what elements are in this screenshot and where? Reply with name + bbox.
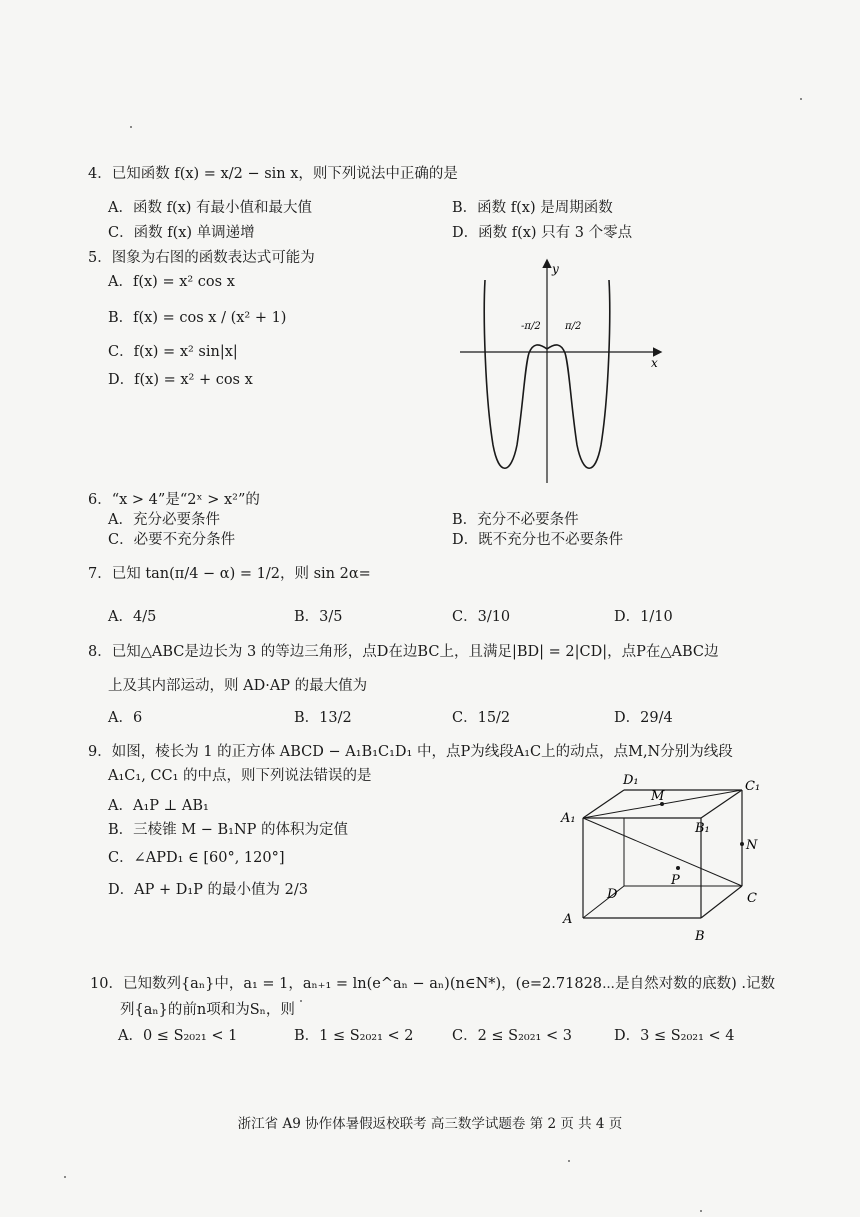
point-p <box>676 866 680 870</box>
question-9-option-d: D．AP + D₁P 的最小值为 2/3 <box>108 882 308 898</box>
question-6-stem: 6．“x > 4”是“2ˣ > x²”的 <box>88 492 260 508</box>
tick-pi-half <box>564 321 581 332</box>
question-7-option-c: C．3/10 <box>452 609 511 625</box>
question-7-option-b: B．3/5 <box>294 609 343 625</box>
question-4-option-c: C．函数 f(x) 单调递增 <box>108 225 255 241</box>
diagonal-a1c <box>583 818 742 886</box>
question-9-option-b: B．三棱锥 M − B₁NP 的体积为定值 <box>108 822 348 838</box>
question-10-option-c: C．2 ≤ S₂₀₂₁ < 3 <box>452 1028 572 1044</box>
label-n: N <box>746 838 758 853</box>
function-graph <box>455 255 670 490</box>
scan-speck <box>130 126 132 128</box>
question-8-option-b: B．13/2 <box>294 710 352 726</box>
question-5-option-a: A．f(x) = x² cos x <box>108 274 235 290</box>
point-n <box>740 842 744 846</box>
question-9-stem-line-2: A₁C₁, CC₁ 的中点，则下列说法错误的是 <box>108 768 372 784</box>
question-9-option-a: A．A₁P ⊥ AB₁ <box>108 798 209 814</box>
question-8-option-d: D．29/4 <box>614 710 673 726</box>
question-5-option-b: B．f(x) = cos x / (x² + 1) <box>108 310 287 326</box>
y-axis-label: y <box>552 262 559 276</box>
question-6-option-c: C．必要不充分条件 <box>108 532 236 548</box>
label-m: M <box>651 789 665 804</box>
question-9-stem-line-1: 9．如图，棱长为 1 的正方体 ABCD − A₁B₁C₁D₁ 中，点P为线段A₁C上的动点，点M,N分别为线段 <box>88 744 733 760</box>
label-a: A <box>563 912 573 927</box>
question-8-stem-line-1: 8．已知△ABC是边长为 3 的等边三角形，点D在边BC上，且满足|BD| = 2|CD|，点P在△ABC边 <box>88 644 719 660</box>
x-axis-label: x <box>651 356 658 370</box>
question-4-option-a: A．函数 f(x) 有最小值和最大值 <box>108 200 313 216</box>
question-4-stem: 4．已知函数 f(x) = x/2 − sin x，则下列说法中正确的是 <box>88 166 458 182</box>
question-7-option-a: A．4/5 <box>108 609 157 625</box>
label-a1: A₁ <box>561 811 576 826</box>
question-6-option-d: D．既不充分也不必要条件 <box>452 532 624 548</box>
question-7-stem: 7．已知 tan(π/4 − α) = 1/2，则 sin 2α= <box>88 566 371 582</box>
scan-speck <box>568 1160 570 1162</box>
question-10-option-b: B．1 ≤ S₂₀₂₁ < 2 <box>294 1028 414 1044</box>
question-5-option-c: C．f(x) = x² sin|x| <box>108 344 238 360</box>
label-b: B <box>695 929 705 944</box>
question-8-option-a: A．6 <box>108 710 143 726</box>
scan-speck <box>300 1000 302 1002</box>
question-10-stem-line-2: 列{aₙ}的前n项和为Sₙ，则 <box>120 1002 295 1018</box>
question-8-option-c: C．15/2 <box>452 710 511 726</box>
label-d1: D₁ <box>623 773 639 788</box>
label-d: D <box>607 887 618 902</box>
question-4-option-d: D．函数 f(x) 只有 3 个零点 <box>452 225 633 241</box>
question-5-option-d: D．f(x) = x² + cos x <box>108 372 253 388</box>
cube-edge <box>701 886 742 918</box>
question-8-stem-line-2: 上及其内部运动，则 AD·AP 的最大值为 <box>108 678 368 694</box>
cube-edge <box>583 790 624 818</box>
scan-speck <box>700 1210 702 1212</box>
question-10-option-a: A．0 ≤ S₂₀₂₁ < 1 <box>118 1028 238 1044</box>
question-10-stem-line-1: 10．已知数列{aₙ}中，a₁ = 1，aₙ₊₁ = ln(e^aₙ − aₙ)(n∈N*)，(e=2.71828⋯是自然对数的底数) .记数 <box>90 976 775 992</box>
label-p: P <box>671 873 680 888</box>
cube-figure <box>555 768 780 948</box>
cube-edge <box>583 886 624 918</box>
question-7-option-d: D．1/10 <box>614 609 673 625</box>
scan-speck <box>800 98 802 100</box>
question-9-option-c: C．∠APD₁ ∈ [60°, 120°] <box>108 850 285 866</box>
label-c: C <box>747 891 757 906</box>
page-footer: 浙江省 A9 协作体暑假返校联考 高三数学试题卷 第 2 页 共 4 页 <box>237 1116 623 1132</box>
question-5-stem: 5．图象为右图的函数表达式可能为 <box>88 250 315 266</box>
question-4-option-b: B．函数 f(x) 是周期函数 <box>452 200 613 216</box>
cube-edge <box>701 790 742 818</box>
tick-neg-pi-half <box>521 321 541 332</box>
question-6-option-a: A．充分必要条件 <box>108 512 220 528</box>
tick-left-label: -π/2 <box>521 321 541 332</box>
question-10-option-d: D．3 ≤ S₂₀₂₁ < 4 <box>614 1028 735 1044</box>
label-b1: B₁ <box>695 821 710 836</box>
label-c1: C₁ <box>745 779 761 794</box>
question-6-option-b: B．充分不必要条件 <box>452 512 579 528</box>
scan-speck <box>64 1176 66 1178</box>
tick-right-label: π/2 <box>565 321 582 332</box>
